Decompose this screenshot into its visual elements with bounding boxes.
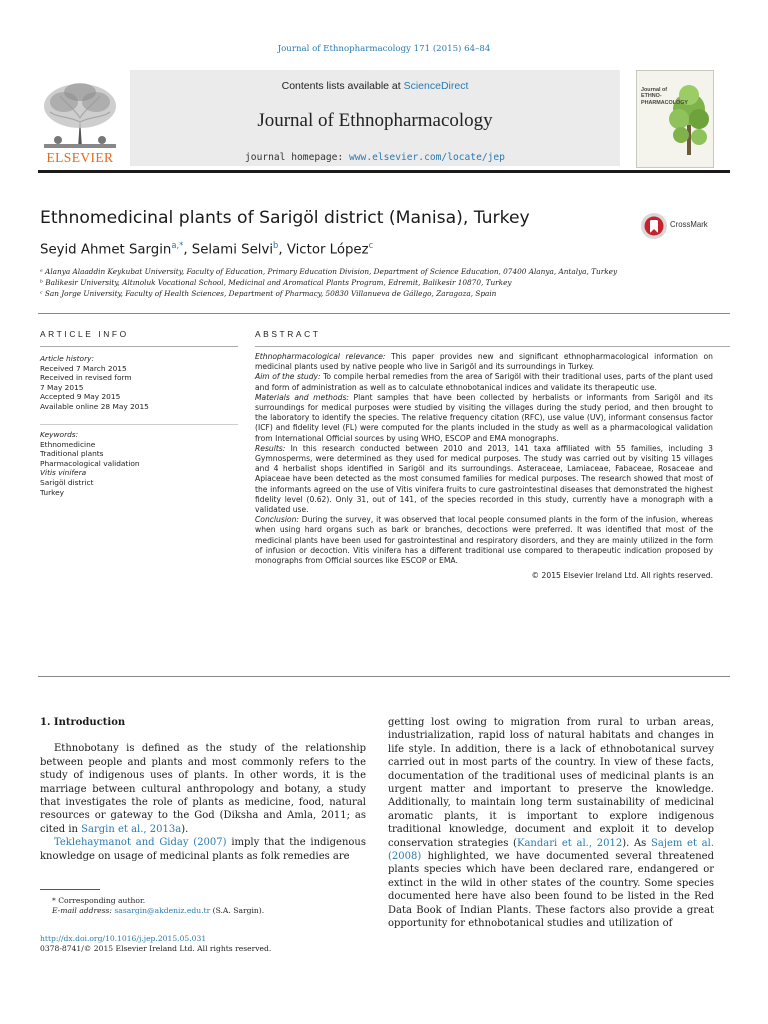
citation-link[interactable]: Teklehaymanot and Giday (2007) [54, 837, 227, 849]
abstract-aim [255, 372, 713, 392]
affiliation-a: ᵃ Alanya Alaaddin Keykubat University, Faculty of Education, Primary Education Division, Department of Science Education, 07400 Alanya, Antalya, Turkey [40, 267, 618, 276]
citation-link[interactable]: Kandari et al., 2012 [516, 837, 623, 849]
abstract-conclusion [255, 515, 713, 566]
intro-text: Ethnobotany is defined as the study of the relationship between people and plants and most commonly refers to the study of indigenous uses of plants. In other words, it is the marriage between cultural anthropology and botany, a study that investigates the role of plants as medicine, food, natural resources or gateway to the God (Diksha and Amla, 2011; as cited in [40, 743, 366, 835]
journal-reference[interactable]: Journal of Ethnopharmacology 171 (2015) 64–84 [277, 44, 491, 54]
crossmark-label: CrossMark [670, 220, 708, 229]
author-name[interactable]: Victor López [286, 242, 369, 258]
section-rule [38, 313, 730, 314]
history-entry: Accepted 9 May 2015 [40, 392, 121, 402]
citation-link[interactable]: Sargin et al., 2013a [81, 823, 182, 835]
crossmark-icon [640, 212, 668, 240]
homepage-prefix: journal homepage: [245, 152, 349, 163]
intro-paragraph-1 [40, 742, 366, 836]
affiliation-b: ᵇ Balikesir University, Altınoluk Vocational School, Medicinal and Aromatical Plants Program, Edremit, Balikesir 10870, Turkey [40, 278, 512, 287]
contents-prefix: Contents lists available at [281, 80, 404, 92]
homepage-link[interactable]: www.elsevier.com/locate/jep [349, 152, 505, 163]
history-entry: Received 7 March 2015 [40, 363, 127, 373]
journal-cover[interactable] [636, 70, 714, 168]
article-history [40, 354, 240, 412]
intro-paragraph-2 [40, 836, 366, 863]
sciencedirect-link[interactable]: ScienceDirect [403, 80, 469, 92]
article-title: Ethnomedicinal plants of Sarigöl district (Manisa), Turkey [40, 208, 530, 228]
affiliations [40, 266, 730, 299]
keywords-rule [40, 424, 238, 425]
contents-line [130, 80, 620, 92]
author-name[interactable]: Seyid Ahmet Sargin [40, 242, 172, 258]
keyword: Ethnomedicine [40, 439, 96, 449]
abstract-text: In this research conducted between 2010 and 2013, 141 taxa affiliated with 55 families, including 3 Gymnosperms, were determined as they used for medical purposes. The study was carried out by visiting 15 villages and 4 herbalist shops identified in Sarigöl and its surroundings. Asteraceae, Lamiaceae, Fabaceae, Rosaceae and Apiaceae have been detected as the most consumed families for medical purposes. The research showed that most of the informants agreed on the use of Vitis vinifera fruits to cure gastrointestinal diseases that demonstrated the highest fidelity level (0.62). Only 31, out of 141, of the species recorded in this study, currently have a monograph with a validated use. [255, 443, 713, 515]
keyword: Sarigöl district [40, 477, 94, 487]
journal-title: Journal of Ethnopharmacology [257, 110, 493, 131]
author-affiliation-mark[interactable]: b [273, 240, 279, 250]
crossmark-button[interactable] [640, 212, 716, 240]
issn-line: 0378-8741/© 2015 Elsevier Ireland Ltd. All rights reserved. [40, 944, 272, 954]
intro-text: ). As [622, 837, 652, 849]
abstract-text: This paper provides new and significant ethnopharmacological information on medicinal plants used by native people who live in Sarigöl and its surroundings in Turkey. [255, 352, 713, 372]
homepage-line [130, 152, 620, 163]
intro-text: imply that the indigenous knowledge on usage of medicinal plants as folk remedies are [40, 837, 366, 862]
email-link[interactable]: sasargin@akdeniz.edu.tr [114, 906, 211, 916]
email-note [40, 906, 366, 916]
doi-block [40, 934, 366, 955]
body-column-left [40, 716, 366, 863]
banner-center [130, 70, 620, 166]
keyword: Pharmacological validation [40, 458, 140, 468]
abstract-methods [255, 393, 713, 444]
email-label: E-mail address: [52, 906, 115, 916]
history-entry: Received in revised form [40, 373, 132, 383]
body-rule [38, 676, 730, 677]
email-suffix: (S.A. Sargin). [210, 906, 265, 916]
abstract-copyright: © 2015 Elsevier Ireland Ltd. All rights reserved. [531, 571, 713, 581]
history-entry: 7 May 2015 [40, 382, 84, 392]
abstract-text: To compile herbal remedies from the area of Sarigöl with their traditional uses, parts of the plant used and form of administration as well as to calculate ethnobotanical indices and validate its therapeutic use. [255, 372, 713, 392]
history-label: Article history: [40, 354, 94, 363]
citation-link[interactable]: Sajem et al. (2008) [388, 837, 715, 863]
doi-link[interactable]: http://dx.doi.org/10.1016/j.jep.2015.05.031 [40, 934, 207, 943]
cover-title-line-1: Journal of [641, 87, 668, 93]
keyword: Traditional plants [40, 449, 104, 459]
abstract-rule [255, 346, 730, 347]
footnote-rule [40, 889, 100, 890]
abstract-heading: ABSTRACT [255, 329, 321, 339]
affiliation-c: ᶜ San Jorge University, Faculty of Health Sciences, Department of Pharmacy, 50830 Villanueva de Gállego, Zaragoza, Spain [40, 289, 497, 298]
abstract-label: Materials and methods: [255, 392, 349, 402]
author-affiliation-mark[interactable]: c [368, 240, 374, 250]
author-list [40, 240, 373, 257]
keyword: Turkey [40, 487, 65, 497]
article-info-rule [40, 346, 238, 347]
header-rule [38, 170, 730, 173]
abstract-body [255, 352, 713, 581]
abstract-text: During the survey, it was observed that local people consumed plants in the form of the infusion, whereas when using hard organs such as bark or branches, decoctions were preferred. It was identified that most of the medicinal plants have been used for gastrointestinal and respiratory disorders, and they are mainly utilized in the form of infusion or decoction. Vitis vinifera has a different traditional use compared to therapeutic indication proposed by monographs from Official sources like ESCOP or EMA. [255, 515, 713, 566]
author-affiliation-mark[interactable]: a,* [171, 240, 184, 250]
keywords-label: Keywords: [40, 430, 79, 439]
abstract-relevance [255, 352, 713, 372]
corresponding-author-note: * Corresponding author. [52, 896, 146, 905]
abstract-label: Ethnopharmacological relevance: [255, 352, 386, 361]
abstract-text: Plant samples that have been collected by herbalists or informants from Sarigöl and its surroundings for medical purposes were studied by visiting the villages during the study period, and then brought to the laboratory to identify the species. The relative frequency citation (RFC), use value (UV), informant consensus factor (ICF) and fidelity level (FL) were computed for the plants included in the study as well as a pharmacological validation from International Official sources by using WHO, ESCOP and EMA monographs. [255, 392, 713, 443]
intro-text: highlighted, we have documented several threatened plants species which have been declared rare, endangered or extinct in the wild in other states of the country. Some species documented here have also been found to be listed in the Red Data Book of Indian Plants. These factors also provide a great opportunity for ethnobotanical studies and utilization of [388, 851, 714, 930]
cover-title [641, 87, 711, 106]
keyword: Vitis vinifera [40, 468, 87, 478]
abstract-label: Aim of the study: [255, 372, 321, 382]
footnote [40, 896, 366, 917]
article-info-heading: ARTICLE INFO [40, 329, 129, 339]
cover-title-line-2: ETHNO- [641, 93, 662, 100]
body-column-right [388, 716, 714, 931]
introduction-heading: 1. Introduction [40, 717, 126, 728]
intro-text: getting lost owing to migration from rural to urban areas, industrialization, rapid loss of natural habitats and changes in life style. In addition, there is a lack of ethnobotanical survey carried out in most parts of the country. In view of these facts, documentation of the traditional uses of medicinal plants is an urgent matter and important to preserve the knowledge. Additionally, to maintain long term sustainability of medicinal aromatic plants, it is important to explore indigenous traditional knowledge, document and exploit it to develop conservation strategies ( [388, 717, 714, 849]
keywords [40, 430, 240, 497]
intro-paragraph-continued [388, 716, 714, 931]
abstract-label: Results: [255, 443, 286, 453]
abstract-label: Conclusion: [255, 515, 299, 525]
journal-banner [38, 68, 730, 168]
history-entry: Available online 28 May 2015 [40, 401, 149, 411]
abstract-results [255, 444, 713, 515]
author-separator: , [278, 242, 287, 258]
author-separator: , [183, 242, 192, 258]
cover-title-line-3: PHARMACOLOGY [641, 99, 689, 106]
publisher-name: ELSEVIER [46, 150, 114, 165]
intro-text: ). [181, 823, 189, 835]
author-name[interactable]: Selami Selvi [191, 242, 274, 258]
